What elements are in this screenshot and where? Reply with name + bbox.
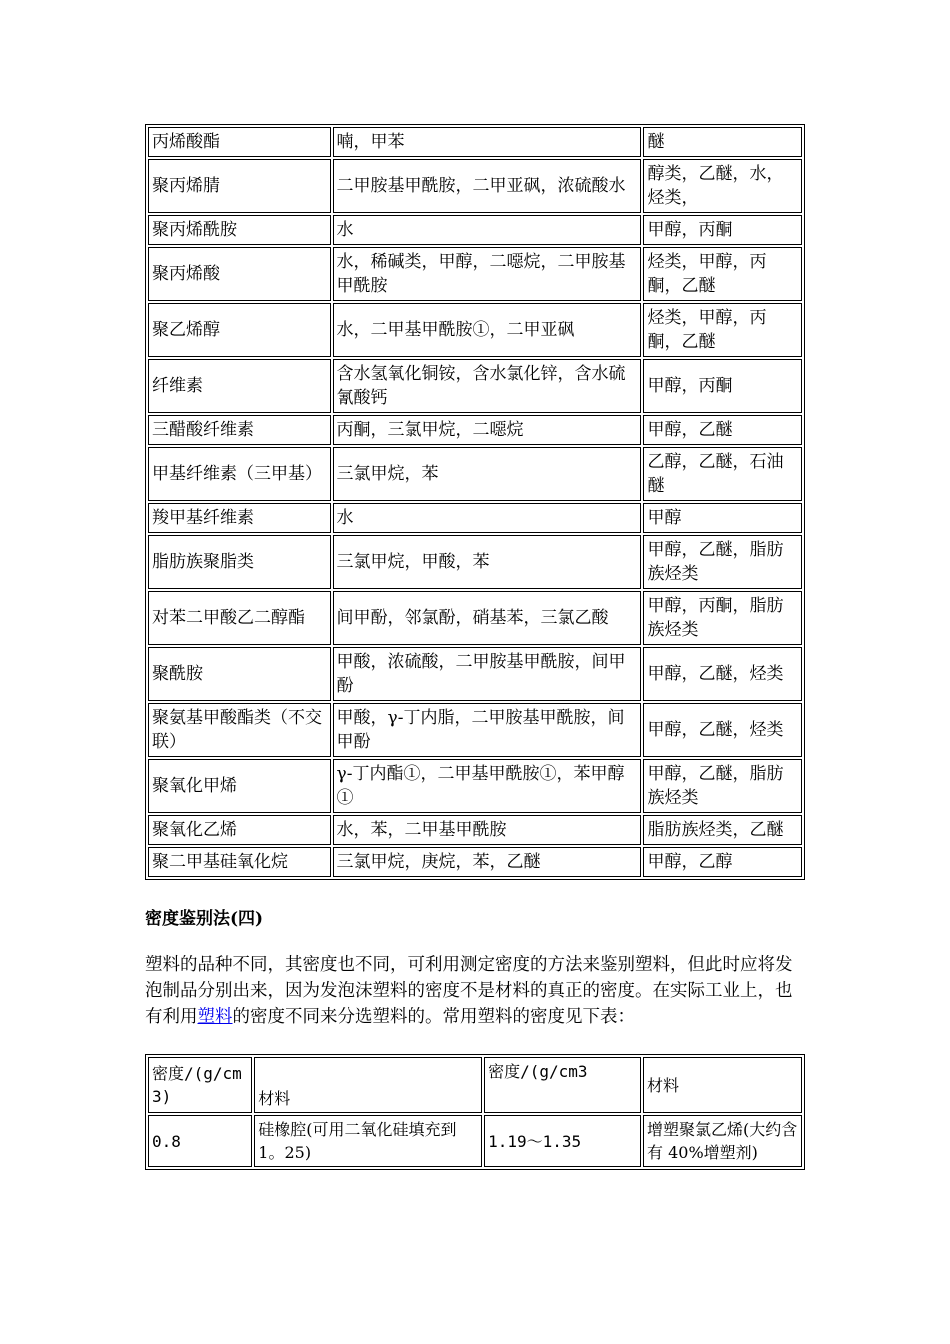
polymer-cell: 聚酰胺 [148,647,331,701]
header-density-2: 密度/(g/cm3 [484,1057,641,1113]
density-value-2: 1.19～1.35 [484,1115,641,1167]
density-row [148,1115,802,1167]
table-row [148,815,802,845]
document-page [145,124,805,1170]
solvent-cell: 二甲胺基甲酰胺，二甲亚砜，浓硫酸水 [333,159,642,213]
plastics-link[interactable]: 塑料 [197,1007,233,1027]
solvent-cell: 含水氢氧化铜铵，含水氯化锌，含水硫氰酸钙 [333,359,642,413]
solvent-cell: 三氯甲烷，甲酸，苯 [333,535,642,589]
polymer-cell: 甲基纤维素（三甲基） [148,447,331,501]
table-row [148,415,802,445]
polymer-cell: 羧甲基纤维素 [148,503,331,533]
table-row [148,535,802,589]
nonsolvent-cell: 甲醇，乙醚 [643,415,802,445]
solvent-table-body [148,127,802,877]
nonsolvent-cell: 烃类，甲醇，丙酮，乙醚 [643,303,802,357]
polymer-cell: 聚丙烯酸 [148,247,331,301]
table-row [148,247,802,301]
solvent-cell: γ-丁内酯①，二甲基甲酰胺①，苯甲醇① [333,759,642,813]
polymer-cell: 聚氧化甲烯 [148,759,331,813]
table-row [148,447,802,501]
nonsolvent-cell: 甲醇，乙醚，烃类 [643,647,802,701]
polymer-cell: 聚丙烯腈 [148,159,331,213]
table-row [148,503,802,533]
table-row [148,703,802,757]
polymer-cell: 聚二甲基硅氧化烷 [148,847,331,877]
table-row [148,359,802,413]
solvent-cell: 水，稀碱类，甲醇，二噁烷，二甲胺基甲酰胺 [333,247,642,301]
table-row [148,759,802,813]
table-row [148,127,802,157]
table-row [148,303,802,357]
table-row [148,647,802,701]
nonsolvent-cell: 甲醇，丙酮 [643,359,802,413]
paragraph-text-start: 塑料的品种不同，其密度也不同，可利用测定密度的方法来鉴别塑料，但此时应将发泡制品分别出来，因为发泡沫塑料的密度不是材料的真正的密度。在实际工业上，也有利用 [145,955,793,1027]
table-row [148,159,802,213]
intro-paragraph [145,952,805,1030]
nonsolvent-cell: 甲醇，乙醚，脂肪族烃类 [643,535,802,589]
solvent-cell: 水 [333,215,642,245]
table-row [148,847,802,877]
density-value-1: 0.8 [148,1115,252,1167]
nonsolvent-cell: 醇类，乙醚，水，烃类， [643,159,802,213]
solvent-table [145,124,805,880]
nonsolvent-cell: 甲醇，丙酮，脂肪族烃类 [643,591,802,645]
section-heading: 密度鉴别法(四) [145,909,264,929]
polymer-cell: 丙烯酸酯 [148,127,331,157]
polymer-cell: 脂肪族聚脂类 [148,535,331,589]
nonsolvent-cell: 醚 [643,127,802,157]
solvent-cell: 喃，甲苯 [333,127,642,157]
table-row [148,591,802,645]
paragraph-text-end: 的密度不同来分选塑料的。常用塑料的密度见下表： [232,1007,635,1027]
solvent-cell: 甲酸，γ-丁内脂，二甲胺基甲酰胺，间甲酚 [333,703,642,757]
nonsolvent-cell: 甲醇，丙酮 [643,215,802,245]
density-header-row [148,1057,802,1113]
polymer-cell: 对苯二甲酸乙二醇酯 [148,591,331,645]
solvent-cell: 三氯甲烷，庚烷，苯，乙醚 [333,847,642,877]
table-row [148,215,802,245]
solvent-cell: 间甲酚，邻氯酚，硝基苯，三氯乙酸 [333,591,642,645]
polymer-cell: 聚氧化乙烯 [148,815,331,845]
nonsolvent-cell: 甲醇，乙醚，脂肪族烃类 [643,759,802,813]
nonsolvent-cell: 甲醇，乙醚，烃类 [643,703,802,757]
polymer-cell: 聚乙烯醇 [148,303,331,357]
nonsolvent-cell: 脂肪族烃类，乙醚 [643,815,802,845]
polymer-cell: 聚丙烯酰胺 [148,215,331,245]
nonsolvent-cell: 烃类，甲醇，丙酮，乙醚 [643,247,802,301]
solvent-cell: 三氯甲烷，苯 [333,447,642,501]
header-material-2: 材料 [643,1057,802,1113]
solvent-cell: 甲酸，浓硫酸，二甲胺基甲酰胺，间甲酚 [333,647,642,701]
header-material-1: 材料 [254,1057,482,1113]
solvent-cell: 丙酮，三氯甲烷，二噁烷 [333,415,642,445]
nonsolvent-cell: 乙醇，乙醚，石油醚 [643,447,802,501]
solvent-cell: 水，苯，二甲基甲酰胺 [333,815,642,845]
polymer-cell: 聚氨基甲酸酯类（不交联） [148,703,331,757]
header-density-1: 密度/(g/cm3) [148,1057,252,1113]
polymer-cell: 纤维素 [148,359,331,413]
material-2: 增塑聚氯乙烯(大约含有 40%增塑剂) [643,1115,802,1167]
nonsolvent-cell: 甲醇，乙醇 [643,847,802,877]
material-1: 硅橡腔(可用二氧化硅填充到1。25) [254,1115,482,1167]
polymer-cell: 三醋酸纤维素 [148,415,331,445]
nonsolvent-cell: 甲醇 [643,503,802,533]
solvent-cell: 水 [333,503,642,533]
density-table [145,1054,805,1170]
solvent-cell: 水，二甲基甲酰胺①，二甲亚砜 [333,303,642,357]
